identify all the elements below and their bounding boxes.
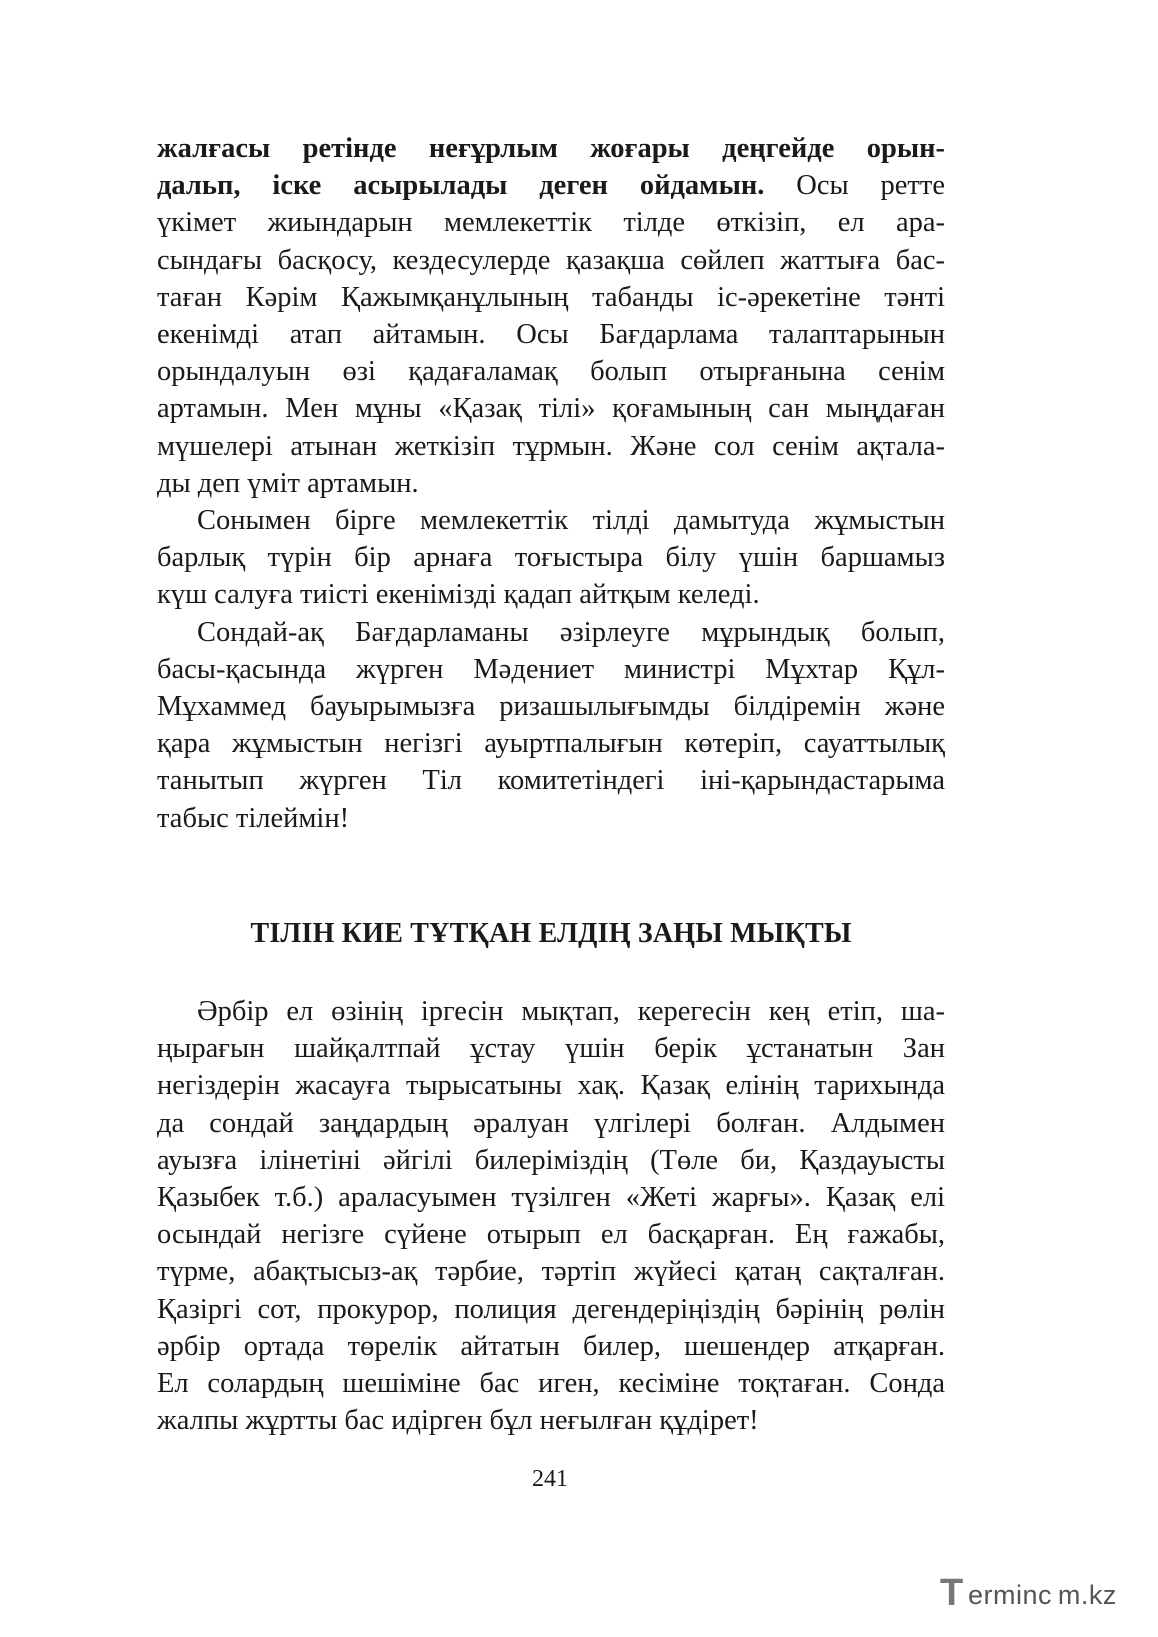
paragraph-4 bbox=[157, 993, 945, 1439]
text-line: сындағы басқосу, кездесулерде қазақша сөйлеп жаттыға бас- bbox=[157, 244, 945, 276]
text-line: күш салуға тиісті екенімізді қадап айтқым келеді. bbox=[157, 579, 760, 611]
section-heading: ТІЛІН КИЕ ТҰТҚАН ЕЛДІҢ ЗАҢЫ МЫҚТЫ bbox=[250, 918, 852, 949]
text-line: ауызға ілінетіні әйгілі билеріміздің (Төле би, Қаздауысты bbox=[157, 1144, 945, 1176]
watermark-logo bbox=[940, 1572, 1150, 1616]
paragraph-3 bbox=[157, 614, 945, 837]
text-line: танытып жүрген Тіл комитетіндегі іні-қарындастарыма bbox=[157, 765, 945, 797]
text-block-2 bbox=[157, 993, 945, 1439]
text-line: Сонымен бірге мемлекеттік тілді дамытуда жұмыстын bbox=[197, 505, 945, 537]
text-block-1 bbox=[157, 130, 945, 837]
text-line: Ел солардың шешіміне бас иген, кесіміне тоқтаған. Сонда bbox=[157, 1368, 945, 1400]
text-line: Сондай-ақ Бағдарламаны әзірлеуге мұрындық болып, bbox=[197, 616, 945, 648]
watermark-letter: T bbox=[940, 1572, 964, 1614]
text-line: Қазыбек т.б.) араласуымен түзілген «Жеті жарғы». Қазақ елі bbox=[157, 1182, 945, 1214]
text-line: мүшелері атынан жеткізіп тұрмын. Және сол сенім ақтала- bbox=[157, 430, 945, 462]
text-line: негіздерін жасауға тырысатыны хақ. Қазақ елінің тарихында bbox=[157, 1070, 945, 1102]
text-line: үкімет жиындарын мемлекеттік тілде өткізіп, ел ара- bbox=[157, 207, 945, 239]
text-line: екенімді атап айтамын. Осы Бағдарлама талаптарынын bbox=[157, 319, 945, 351]
page-number: 241 bbox=[532, 1466, 568, 1492]
text-line: Әрбір ел өзінің іргесін мықтап, керегесін кең етіп, ша- bbox=[197, 996, 945, 1027]
text-line: Қазіргі сот, прокурор, полиция дегендеріңіздің бәрінің рөлін bbox=[157, 1293, 945, 1325]
watermark-text: erminc m.kz bbox=[968, 1580, 1117, 1610]
text-line: әрбір ортада төрелік айтатын билер, шешендер атқарған. bbox=[157, 1330, 945, 1362]
regular-text: Осы ретте bbox=[764, 170, 945, 202]
text-line: артамын. Мен мұны «Қазақ тілі» қоғамының сан мыңдаған bbox=[157, 393, 945, 425]
text-line: Мұхаммед бауырымызға ризашылығымды білдіремін және bbox=[157, 691, 945, 723]
text-line: басы-қасында жүрген Мәдениет министрі Мұхтар Құл- bbox=[157, 653, 945, 685]
text-line: түрме, абақтысыз-ақ тәрбие, тәртіп жүйесі қатаң сақталған. bbox=[157, 1256, 945, 1288]
paragraph-1 bbox=[157, 130, 945, 502]
paragraph-2 bbox=[157, 502, 945, 614]
text-line: жалпы жұртты бас идірген бұл неғылған құдірет! bbox=[157, 1405, 759, 1437]
text-line: ңырағын шайқалтпай ұстау үшін берік ұстанатын Зан bbox=[157, 1033, 945, 1065]
text-line: осындай негізге сүйене отырып ел басқарған. Ең ғажабы, bbox=[157, 1219, 945, 1251]
text-line: табыс тілеймін! bbox=[157, 802, 350, 834]
text-line: барлық түрін бір арнаға тоғыстыра білу үшін баршамыз bbox=[157, 542, 945, 574]
text-line: ды деп үміт артамын. bbox=[157, 467, 419, 499]
text-line: жалғасы ретінде неғұрлым жоғары деңгейде орын- bbox=[157, 133, 945, 164]
text-line bbox=[157, 167, 945, 204]
text-line: да сондай заңдардың әралуан үлгілері болған. Алдымен bbox=[157, 1107, 945, 1139]
text-line: орындалуын өзі қадағаламақ болып отырғанына сенім bbox=[157, 356, 945, 388]
text-line: таған Кәрім Қажымқанұлының табанды іс-әрекетіне тәнті bbox=[157, 281, 945, 313]
text-line: қара жұмыстын негізгі ауыртпалығын көтеріп, сауаттылық bbox=[157, 728, 945, 760]
bold-text: дальп, іске асырылады деген ойдамын. bbox=[157, 170, 765, 202]
